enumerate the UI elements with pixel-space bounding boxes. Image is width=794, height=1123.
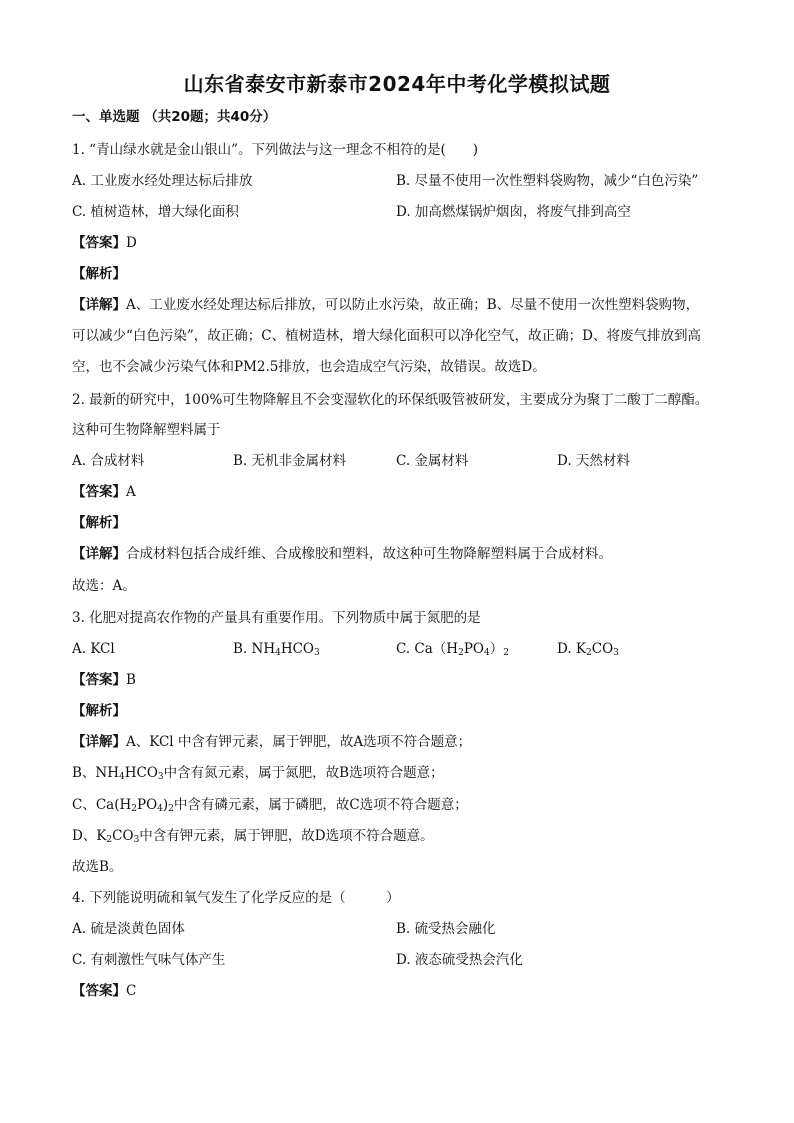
q2-option-a: A. 合成材料 bbox=[72, 453, 145, 469]
q3-option-c: C. $Ca(H_2PO_4)_2$ bbox=[396, 641, 509, 658]
q3-detail-d: D、$K_2CO_3$中含有钾元素，属于钾肥，故D选项不符合题意。 bbox=[72, 828, 434, 845]
q1-option-b: B. 尽量不使用一次性塑料袋购物，减少“白色污染” bbox=[396, 173, 699, 189]
q2-option-d: D. 天然材料 bbox=[557, 453, 630, 469]
q1-analysis-label: 【解析】 bbox=[72, 266, 126, 282]
question-2-stem-line-1: 2. 最新的研究中，100%可生物降解且不会变湿软化的环保纸吸管被研发，主要成分为聚丁二酸丁二醇酯。 bbox=[72, 392, 709, 408]
q3-detail-a: 【详解】A、KCl 中含有钾元素，属于钾肥，故A选项不符合题意； bbox=[72, 734, 472, 750]
q3-option-d: D. $K_2CO_3$ bbox=[557, 641, 619, 658]
q2-option-c: C. 金属材料 bbox=[396, 453, 469, 469]
question-1-stem: 1. “青山绿水就是金山银山”。下列做法与这一理念不相符的是( ) bbox=[72, 142, 479, 158]
q4-option-c: C. 有刺激性气味气体产生 bbox=[72, 952, 226, 968]
q1-detail-line-2: 可以减少“白色污染”，故正确；C、植树造林，增大绿化面积可以净化空气，故正确；D、将废气排放到高 bbox=[72, 328, 701, 344]
q1-option-a: A. 工业废水经处理达标后排放 bbox=[72, 173, 253, 189]
section-heading: 一、单选题 （共20题；共40分） bbox=[72, 109, 277, 125]
q1-answer: 【答案】D bbox=[72, 235, 137, 251]
q3-detail-b: B、$NH_4HCO_3$中含有氮元素，属于氮肥，故B选项符合题意； bbox=[72, 765, 444, 782]
q4-option-b: B. 硫受热会融化 bbox=[396, 921, 496, 937]
q3-analysis-label: 【解析】 bbox=[72, 703, 126, 719]
question-3-stem: 3. 化肥对提高农作物的产量具有重要作用。下列物质中属于氮肥的是 bbox=[72, 610, 481, 626]
q2-option-b: B. 无机非金属材料 bbox=[233, 453, 347, 469]
q2-conclusion: 故选：A。 bbox=[72, 578, 136, 594]
question-2-stem-line-2: 这种可生物降解塑料属于 bbox=[72, 422, 221, 438]
q2-detail: 【详解】合成材料包括合成纤维、合成橡胶和塑料，故这种可生物降解塑料属于合成材料。 bbox=[72, 546, 612, 562]
q1-detail-line-3: 空，也不会减少污染气体和PM2.5排放，也会造成空气污染，故错误。故选D。 bbox=[72, 359, 546, 375]
q3-detail-c: C、$Ca(H_2PO_4)_2$中含有磷元素，属于磷肥，故C选项不符合题意； bbox=[72, 797, 468, 814]
question-4-stem: 4. 下列能说明硫和氧气发生了化学反应的是（ ） bbox=[72, 890, 400, 906]
q3-conclusion: 故选B。 bbox=[72, 859, 123, 875]
q4-option-a: A. 硫是淡黄色固体 bbox=[72, 921, 185, 937]
q3-option-b: B. $NH_4HCO_3$ bbox=[233, 641, 320, 658]
q3-option-a: A. KCl bbox=[72, 641, 115, 657]
page-title: 山东省泰安市新泰市2024年中考化学模拟试题 bbox=[183, 72, 611, 96]
q1-option-d: D. 加高燃煤锅炉烟囱，将废气排到高空 bbox=[396, 204, 631, 220]
q4-option-d: D. 液态硫受热会汽化 bbox=[396, 952, 523, 968]
q1-option-c: C. 植树造林，增大绿化面积 bbox=[72, 204, 239, 220]
q1-detail-line-1: 【详解】A、工业废水经处理达标后排放，可以防止水污染，故正确；B、尽量不使用一次性塑料袋购物， bbox=[72, 297, 700, 313]
q4-answer: 【答案】C bbox=[72, 983, 137, 999]
q2-analysis-label: 【解析】 bbox=[72, 515, 126, 531]
q2-answer: 【答案】A bbox=[72, 484, 136, 500]
q3-answer: 【答案】B bbox=[72, 672, 136, 688]
